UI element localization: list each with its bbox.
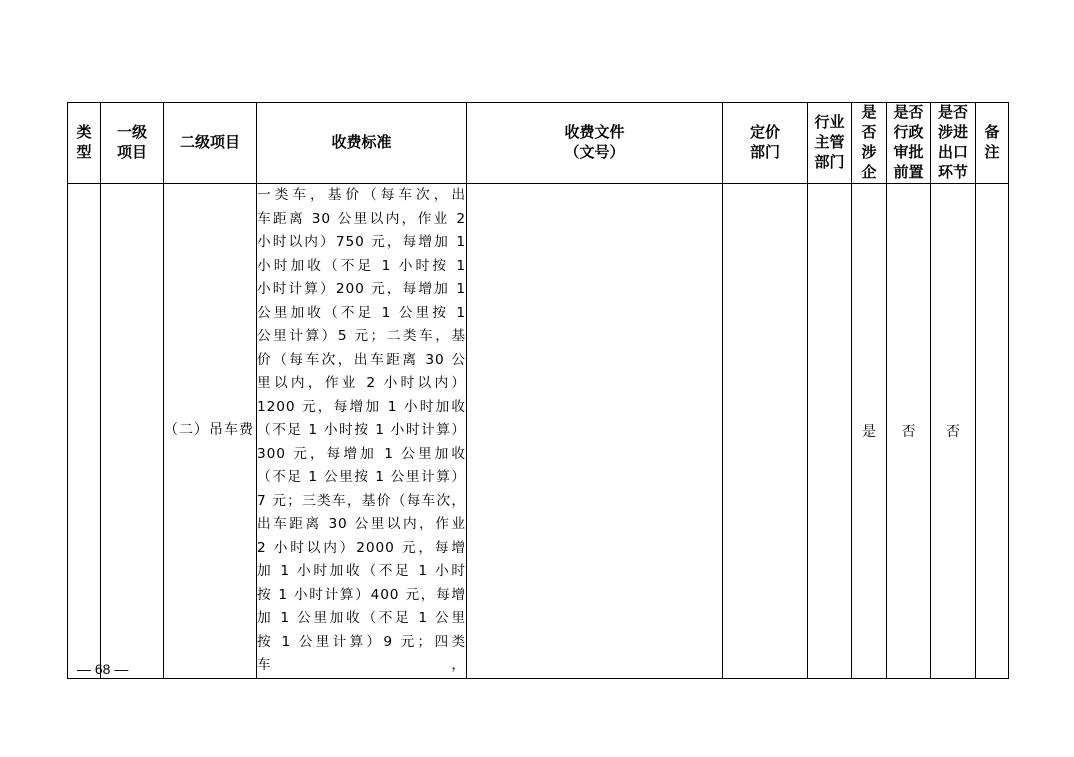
cell-pricing-dept <box>723 184 808 679</box>
header-industry-dept: 行业 主管 部门 <box>808 103 852 184</box>
cell-standard <box>257 184 467 679</box>
standard-line: 加 1 公里加收（不足 1 公里 <box>257 610 466 626</box>
standard-line: 小时加收（不足 1 小时按 1 <box>257 257 466 274</box>
standard-line: 加 1 小时加收（不足 1 小时 <box>257 563 466 579</box>
header-involves-enterprise: 是 否 涉 企 <box>852 103 887 184</box>
cell-import-export: 否 <box>931 184 976 679</box>
header-type: 类 型 <box>68 103 101 184</box>
standard-text <box>257 184 466 678</box>
standard-line: 300 元，每增加 1 公里加收 <box>257 445 466 462</box>
standard-line: 公里计算）5 元；二类车，基 <box>257 328 466 344</box>
fee-table <box>67 102 1009 679</box>
standard-line: 车距离 30 公里以内，作业 2 <box>257 210 466 227</box>
header-admin-approval: 是否 行政 审批 前置 <box>887 103 931 184</box>
standard-line: 价（每车次，出车距离 30 公 <box>257 351 466 368</box>
cell-level2: （二）吊车费 <box>164 184 257 679</box>
standard-line: （不足 1 公里按 1 公里计算） <box>257 469 466 485</box>
standard-line: 1200 元，每增加 1 小时加收 <box>257 398 466 415</box>
header-pricing-dept: 定价 部门 <box>723 103 808 184</box>
standard-line: 出车距离 30 公里以内，作业 <box>257 516 466 532</box>
standard-line: 里以内，作业 2 小时以内） <box>257 375 466 391</box>
header-row <box>68 103 1009 184</box>
standard-line: （不足 1 小时按 1 小时计算） <box>257 422 466 438</box>
header-level1: 一级 项目 <box>101 103 164 184</box>
cell-fee-document <box>467 184 723 679</box>
standard-line: 按 1 公里计算）9 元；四类车， <box>257 633 466 673</box>
cell-level1 <box>101 184 164 679</box>
standard-line: 小时计算）200 元，每增加 1 <box>257 281 466 297</box>
header-remarks: 备 注 <box>976 103 1009 184</box>
standard-line: 按 1 小时计算）400 元，每增 <box>257 586 466 603</box>
standard-line: 2 小时以内）2000 元，每增 <box>257 539 466 556</box>
standard-line: 公里加收（不足 1 公里按 1 <box>257 304 466 321</box>
header-fee-document: 收费文件 （文号） <box>467 103 723 184</box>
cell-industry-dept <box>808 184 852 679</box>
standard-line: 一类车，基价（每车次，出 <box>257 187 466 203</box>
cell-type <box>68 184 101 679</box>
header-level2: 二级项目 <box>164 103 257 184</box>
table-row <box>68 184 1009 679</box>
standard-line: 7 元；三类车，基价（每车次， <box>257 492 466 509</box>
page-number: — 68 — <box>77 661 129 677</box>
cell-admin-approval: 否 <box>887 184 931 679</box>
header-import-export: 是否 涉进 出口 环节 <box>931 103 976 184</box>
standard-line: 小时以内）750 元，每增加 1 <box>257 234 466 250</box>
cell-involves-enterprise: 是 <box>852 184 887 679</box>
cell-remarks <box>976 184 1009 679</box>
header-standard: 收费标准 <box>257 103 467 184</box>
